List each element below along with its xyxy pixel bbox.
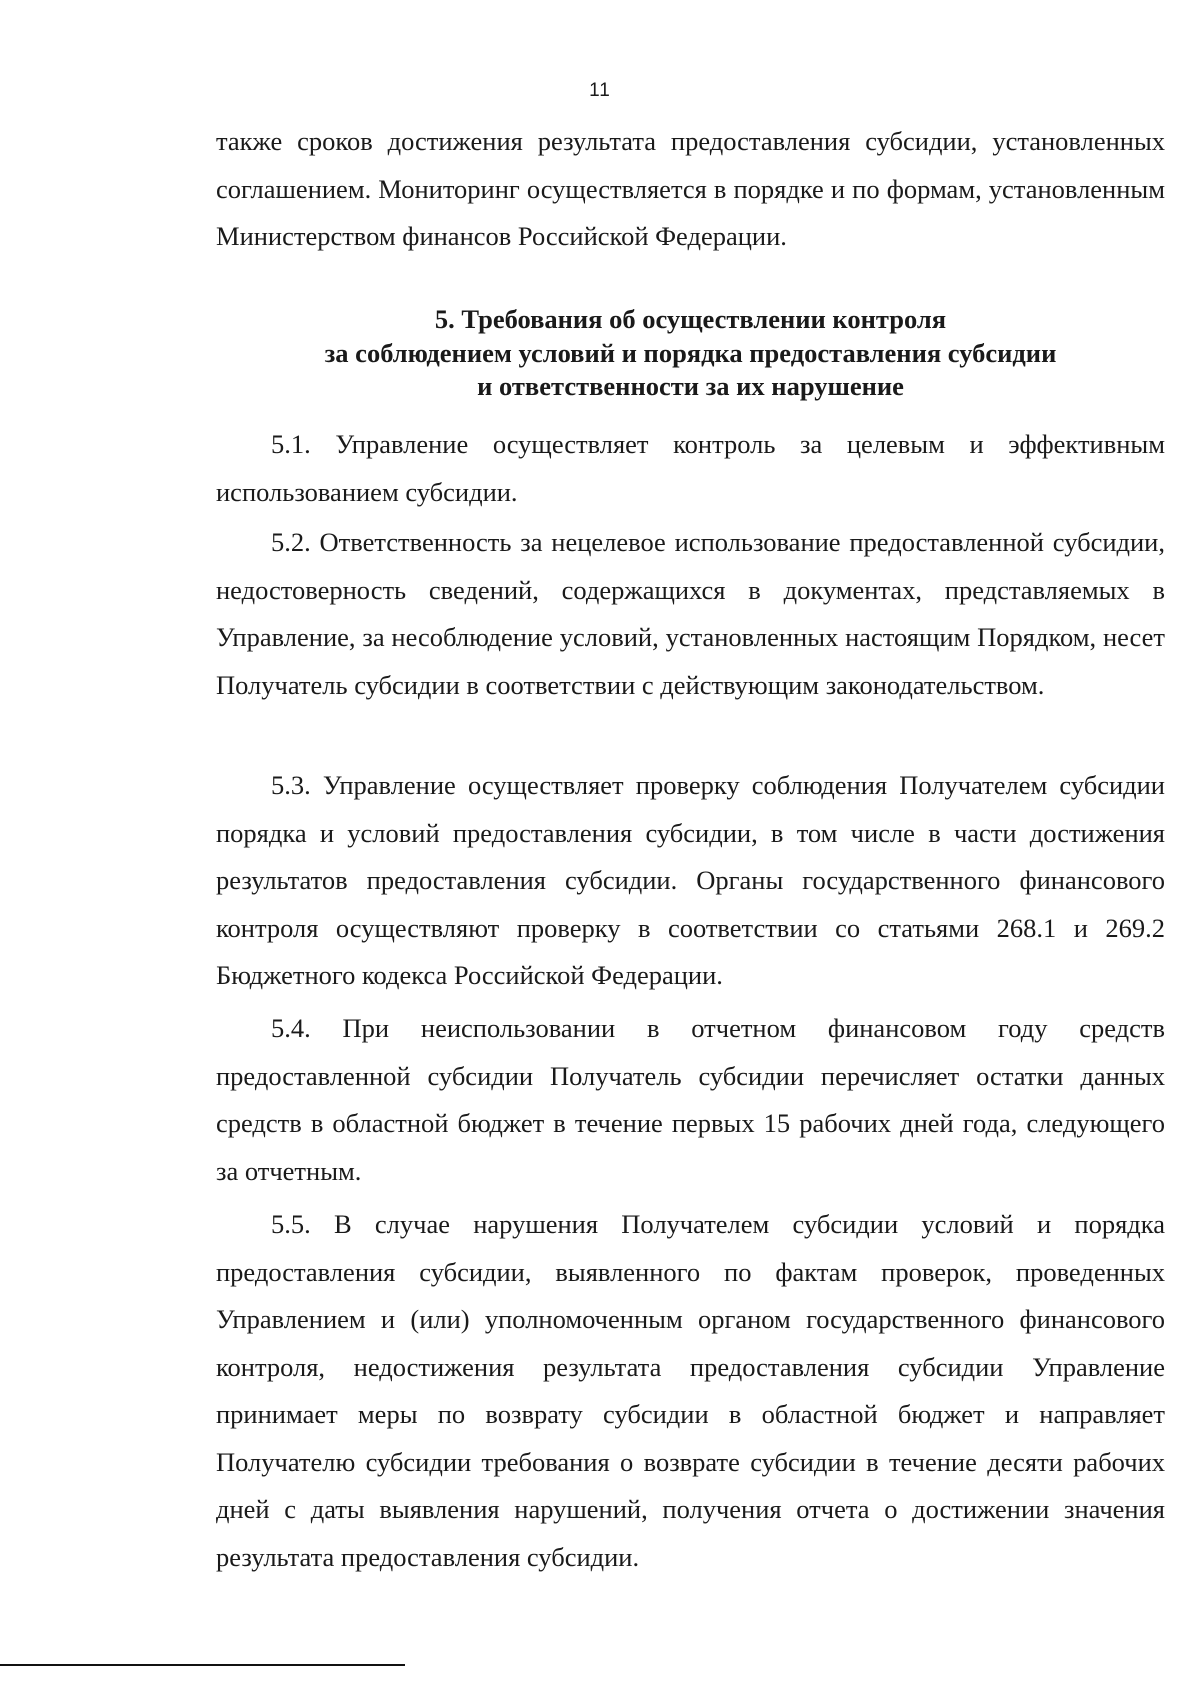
paragraph-5-1: 5.1. Управление осуществляет контроль за целевым и эффективным использованием субсидии. xyxy=(216,429,1165,507)
section-heading-line-1: 5. Требования об осуществлении контроля xyxy=(434,304,947,334)
section-heading-line-2: за соблюдением условий и порядка предоставления субсидии xyxy=(324,337,1057,368)
paragraph-5-5: 5.5. В случае нарушения Получателем субсидии условий и порядка предоставления субсидии, выявленного по фактам проверок, проведенных Управлением и (или) уполномоченным органом государственного финансового контроля, недостижения результата предоставления субсидии Управление принимает меры по возврату субсидии в областной бюджет и направляет Получателю субсидии требования о возврате субсидии в течение десяти рабочих дней с даты выявления нарушений, получения отчета о достижении значения результата предоставления субсидии. xyxy=(216,1209,1165,1572)
section-heading-line-3: и ответственности за их нарушение xyxy=(477,371,904,401)
paragraph-5-4: 5.4. При неиспользовании в отчетном финансовом году средств предоставленной субсидии Получатель субсидии перечисляет остатки данных средств в областной бюджет в течение первых 15 рабочих дней года, следующего за отчетным. xyxy=(216,1013,1165,1186)
paragraph-5-5-block xyxy=(216,1201,1165,1581)
section-heading xyxy=(216,303,1165,404)
paragraph-5-3: 5.3. Управление осуществляет проверку соблюдения Получателем субсидии порядка и условий предоставления субсидии, в том числе в части достижения результатов предоставления субсидии. Органы государственного финансового контроля осуществляют проверку в соответствии со статьями 268.1 и 269.2 Бюджетного кодекса Российской Федерации. xyxy=(216,770,1165,990)
paragraph-5-2-block xyxy=(216,519,1165,709)
intro-paragraph-block xyxy=(216,118,1165,261)
paragraph-5-1-block xyxy=(216,421,1165,516)
intro-paragraph: также сроков достижения результата предоставления субсидии, установленных соглашением. Мониторинг осуществляется в порядке и по формам, установленным Министерством финансов Российской Федерации. xyxy=(216,126,1165,251)
paragraph-5-3-block xyxy=(216,762,1165,1000)
page-number: 11 xyxy=(589,80,611,101)
paragraph-5-2: 5.2. Ответственность за нецелевое использование предоставленной субсидии, недостоверность сведений, содержащихся в документах, представляемых в Управление, за несоблюдение условий, установленных настоящим Порядком, несет Получатель субсидии в соответствии с действующим законодательством. xyxy=(216,527,1165,700)
footnote-separator-line xyxy=(0,1664,405,1666)
paragraph-5-4-block xyxy=(216,1005,1165,1195)
